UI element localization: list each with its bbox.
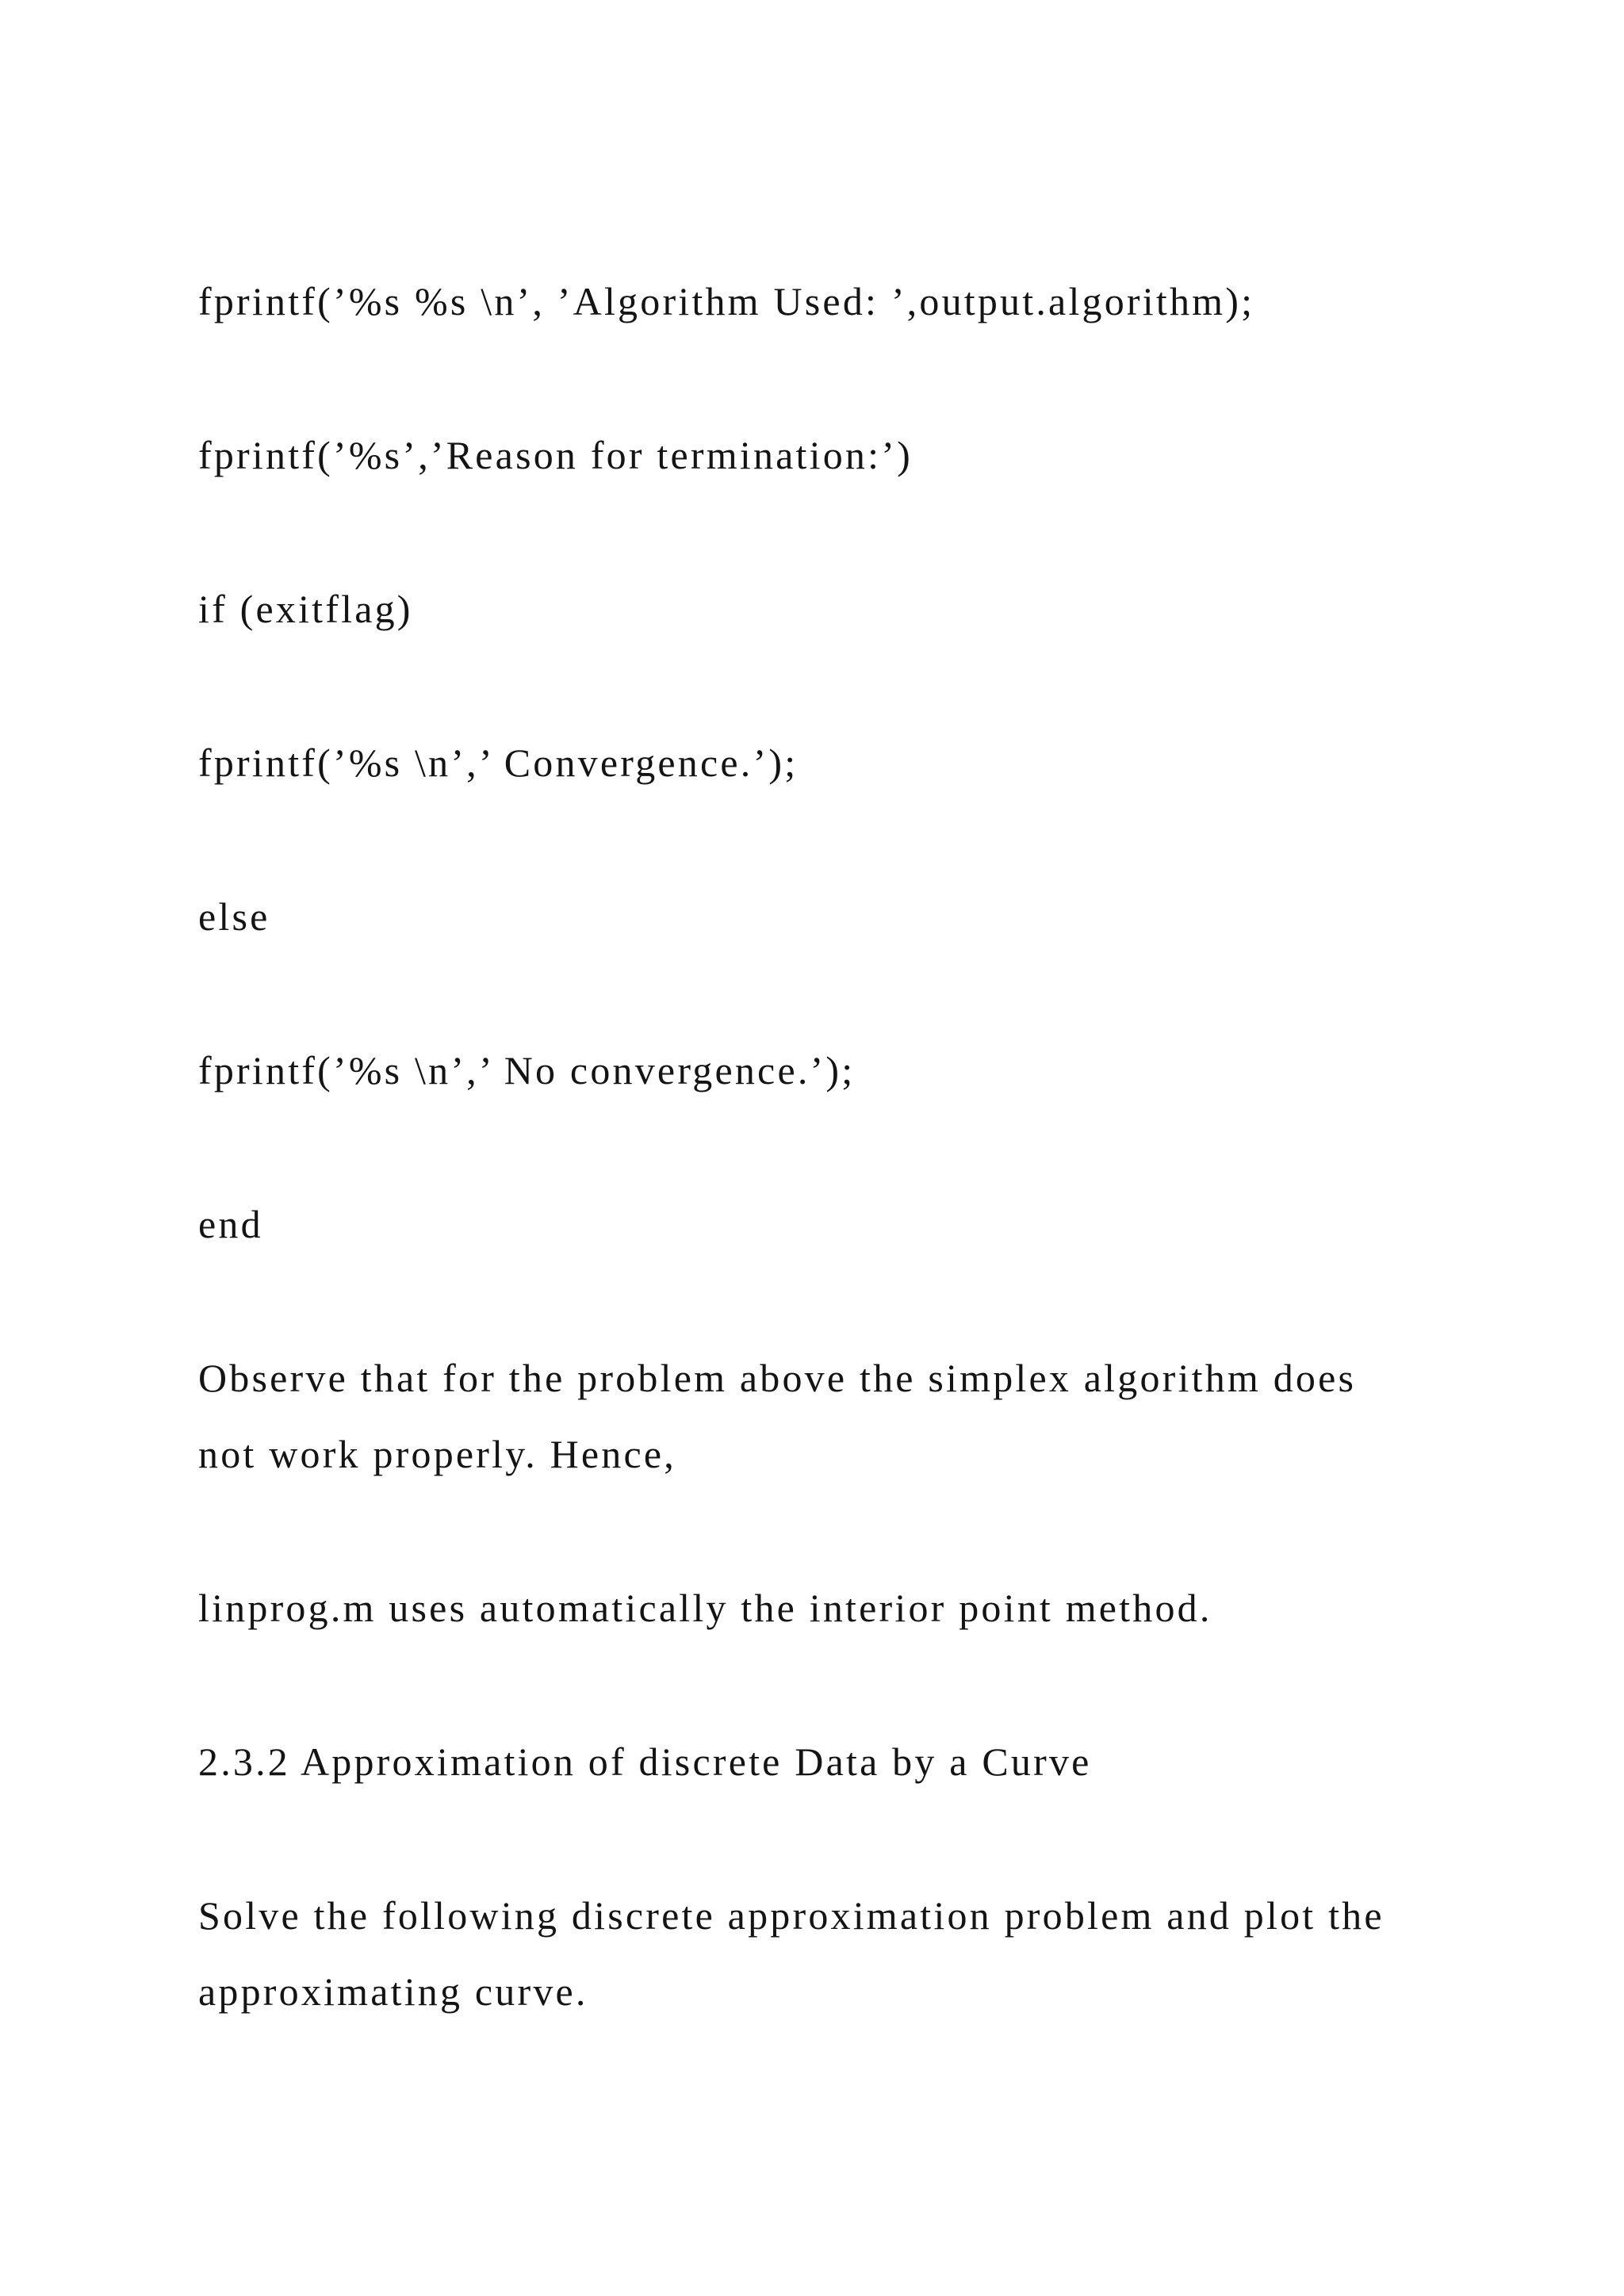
code-line-fprintf-convergence: fprintf(’%s \n’,’ Convergence.’); [198,740,799,785]
code-line-fprintf-reason: fprintf(’%s’,’Reason for termination:’) [198,433,913,477]
code-line-fprintf-no-convergence: fprintf(’%s \n’,’ No convergence.’); [198,1048,856,1093]
task-paragraph-line-2: approximating curve. [198,1969,588,2014]
task-paragraph-line-1: Solve the following discrete approximation problem and plot the [198,1893,1385,1938]
code-line-fprintf-algorithm: fprintf(’%s %s \n’, ’Algorithm Used: ’,output.algorithm); [198,279,1255,323]
code-line-else: else [198,894,270,939]
observe-paragraph-line-1: Observe that for the problem above the simplex algorithm does [198,1356,1357,1400]
code-line-end: end [198,1202,263,1246]
observe-paragraph-line-2: not work properly. Hence, [198,1432,676,1476]
section-heading: 2.3.2 Approximation of discrete Data by a Curve [198,1739,1092,1784]
code-line-if-exitflag: if (exitflag) [198,587,413,631]
linprog-note: linprog.m uses automatically the interior point method. [198,1586,1212,1630]
